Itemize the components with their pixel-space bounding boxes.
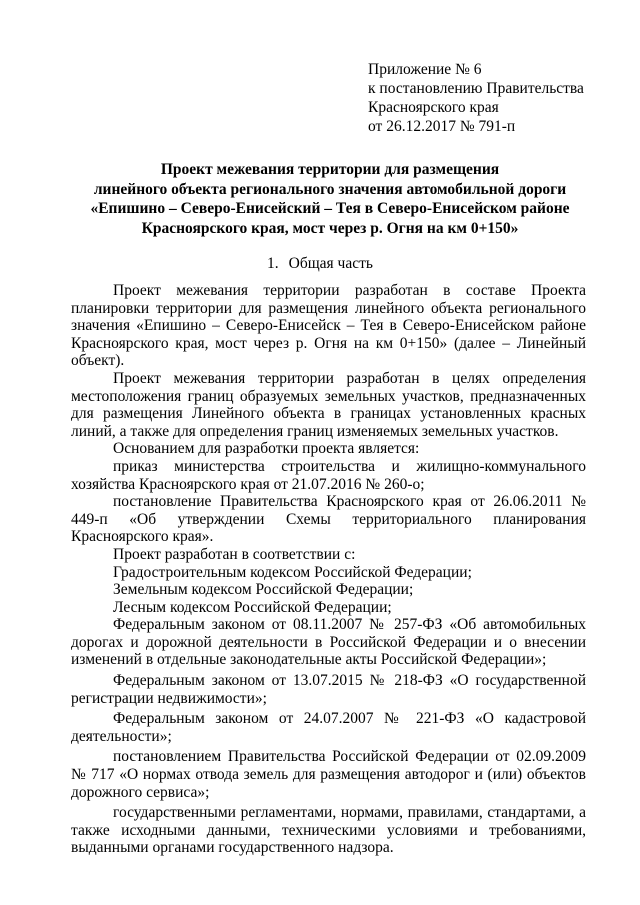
title-line: «Епишино – Северо-Енисейский – Тея в Северо-Енисейском районе — [90, 200, 570, 217]
title-line: линейного объекта регионального значения автомобильной дороги — [93, 180, 567, 198]
paragraph: Градостроительным кодексом Российской Федерации; — [113, 563, 472, 581]
paragraph: Федеральным законом от 24.07.2007 № 221-ФЗ «О кадастровой деятельности»; — [71, 710, 586, 745]
section-heading — [0, 254, 640, 273]
paragraph: постановление Правительства Красноярского края от 26.06.2011 № 449-п «Об утверждении Схемы территориального планирования Красноярского края». — [71, 493, 586, 546]
title-line: Проект межевания территории для размещения — [160, 161, 500, 178]
approval-block — [368, 60, 628, 136]
document-title — [70, 160, 590, 238]
approval-resolution-ref: к постановлению Правительства — [368, 80, 584, 97]
paragraph: Проект межевания территории разработан в целях определения местоположения границ образуемых земельных участков, предназначенных для размещения Линейного объекта в границах установленных красных линий, а также для определения границ изменяемых земельных участков. — [71, 369, 586, 440]
approval-region: Красноярского края — [368, 99, 499, 116]
paragraph: Федеральным законом от 08.11.2007 № 257-ФЗ «Об автомобильных дорогах и дорожной деятельности в Российской Федерации и о внесении изменений в отдельные законодательные акты Российской Федерации»; — [71, 616, 586, 669]
paragraph: Земельным кодексом Российской Федерации; — [113, 581, 414, 599]
paragraph: постановлением Правительства Российской Федерации от 02.09.2009 № 717 «О нормах отвода земель для размещения автодорог и (или) объектов дорожного сервиса»; — [71, 748, 586, 801]
title-line: Красноярского края, мост через р. Огня на км 0+150» — [141, 219, 519, 237]
body-text — [71, 282, 586, 857]
paragraph: Основанием для разработки проекта является: — [113, 440, 420, 458]
paragraph: государственными регламентами, нормами, правилами, стандартами, а также исходными данными, техническими условиями и требованиями, выданными органами государственного надзора. — [71, 804, 586, 857]
paragraph: Проект разработан в соответствии с: — [113, 545, 356, 563]
approval-date-number: от 26.12.2017 № 791-п — [368, 118, 516, 135]
section-title: Общая часть — [288, 255, 373, 272]
section-number: 1. — [267, 255, 279, 272]
paragraph: приказ министерства строительства и жилищно-коммунального хозяйства Красноярского края от 21.07.2016 № 260-о; — [71, 457, 586, 493]
approval-appendix-number: Приложение № 6 — [368, 61, 482, 78]
paragraph: Федеральным законом от 13.07.2015 № 218-ФЗ «О государственной регистрации недвижимости»; — [71, 672, 586, 707]
paragraph: Лесным кодексом Российской Федерации; — [113, 598, 392, 616]
paragraph: Проект межевания территории разработан в составе Проекта планировки территории для размещения линейного объекта регионального значения «Епишино – Северо-Енисейск – Тея в Северо-Енисейском районе Красноярского края, мост через р. Огня на км 0+150» (далее – Линейный объект). — [71, 282, 586, 370]
